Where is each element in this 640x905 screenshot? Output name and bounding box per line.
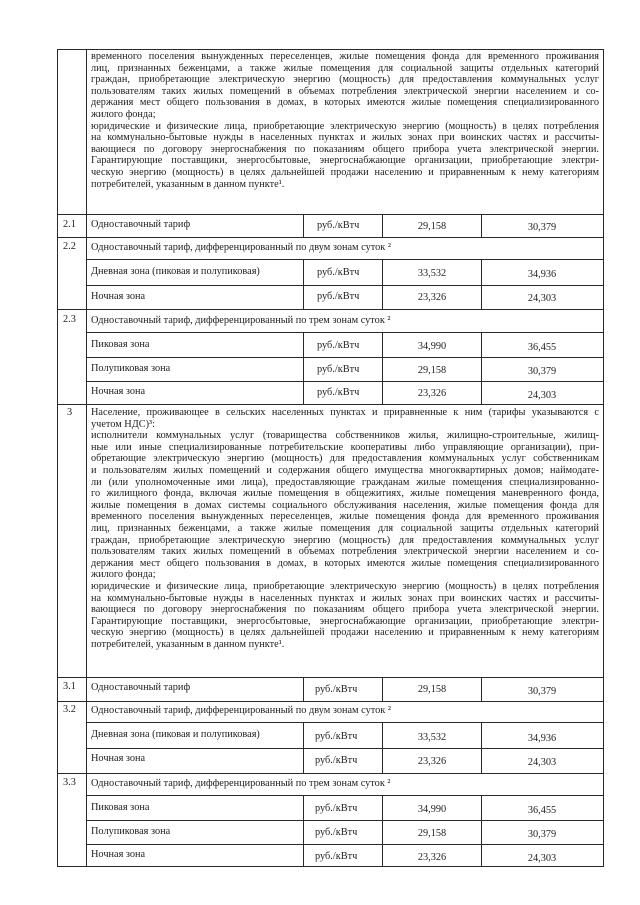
row-divider — [57, 701, 604, 702]
tariff-label: Дневная зона (пиковая и полупиковая) — [91, 266, 260, 277]
tariff-value-first-half: 29,158 — [417, 828, 447, 839]
tariff-value-first-half: 23,326 — [417, 756, 447, 767]
row-divider — [86, 748, 604, 749]
column-divider — [303, 332, 304, 404]
row-divider — [57, 309, 604, 310]
text-line: Гарантирующие поставщики, энергосбытовые, энергоснабжающие организации, приобретающие электри- — [91, 155, 599, 167]
text-line: пользователям таких жилых помещений в объемах потребления электрической энергии населением и со- — [91, 546, 599, 558]
text-line: юридические и физические лица, приобретающие электрическую энергию (мощность) в целях потребления — [91, 580, 599, 592]
tariff-value-second-half: 36,455 — [527, 342, 557, 353]
text-line: го жилищного фонда, включая жилые помещения в общежитиях, жилые помещения маневренного фонда, — [91, 488, 599, 500]
row-number: 2.1 — [63, 219, 76, 230]
tariff-unit: руб./кВтч — [317, 267, 360, 278]
tariff-unit: руб./кВтч — [317, 387, 360, 398]
tariff-label: Ночная зона — [91, 291, 146, 302]
consumer-category-description — [91, 51, 599, 190]
row-divider — [86, 722, 604, 723]
text-line: лиц, признанных беженцами, а также жилые помещения для социальной защиты отдельных категорий — [91, 62, 599, 74]
tariff-value-first-half: 29,158 — [417, 221, 447, 232]
tariff-value-first-half: 29,158 — [417, 684, 447, 695]
tariff-value-second-half: 24,303 — [527, 757, 557, 768]
text-line: и пользователям жилых помещений и содержания общего имущества многоквартирных домов; наймодате- — [91, 464, 599, 476]
tariff-label: Полупиковая зона — [91, 826, 171, 837]
column-divider — [57, 49, 58, 866]
row-divider — [86, 332, 604, 333]
row-number: 3 — [67, 407, 73, 418]
text-line: временного поселения вынужденных переселенцев, жилые помещения фонда для временного проживания — [91, 511, 599, 523]
tariff-label: Ночная зона — [91, 753, 146, 764]
row-divider — [57, 866, 604, 867]
text-line: юридические и физические лица, приобретающие электрическую энергию (мощность) в целях потребления — [91, 120, 599, 132]
tariff-value-first-half: 34,990 — [417, 341, 447, 352]
consumer-category-description — [91, 407, 599, 650]
text-line: ли (или уполномоченные ими лица), предоставляющие гражданам жилые помещения специализированно- — [91, 476, 599, 488]
row-divider — [57, 49, 604, 50]
tariff-unit: руб./кВтч — [315, 731, 358, 742]
column-divider — [303, 722, 304, 773]
text-line: потребителей, указанным в данном пункте¹. — [91, 178, 285, 190]
row-number: 2.3 — [63, 314, 76, 325]
text-line: ные или иные специализированные потребительские кооперативы либо управляющие организации), при- — [91, 441, 599, 453]
row-number: 2.2 — [63, 241, 76, 252]
tariff-unit: руб./кВтч — [317, 340, 360, 351]
tariff-value-first-half: 23,326 — [417, 852, 447, 863]
column-divider — [303, 259, 304, 309]
tariff-value-first-half: 33,532 — [417, 732, 447, 743]
tariff-unit: руб./кВтч — [315, 851, 358, 862]
tariff-label: Одноставочный тариф — [91, 682, 191, 693]
row-divider — [86, 259, 604, 260]
tariff-value-first-half: 33,532 — [417, 268, 447, 279]
tariff-value-first-half: 23,326 — [417, 388, 447, 399]
tariff-value-first-half: 23,326 — [417, 292, 447, 303]
tariff-label: Ночная зона — [91, 849, 146, 860]
text-line: ческую энергию (мощность) в целях дальнейшей продажи населению и приравненным к нему категориям — [91, 627, 599, 639]
row-divider — [57, 237, 604, 238]
row-divider — [86, 795, 604, 796]
row-divider — [57, 677, 604, 678]
text-line: граждан, приобретающие электрическую энергию (мощность) для предоставления коммунальных услуг — [91, 534, 599, 546]
tariff-label: Одноставочный тариф, дифференцированный по двум зонам суток ² — [91, 705, 391, 716]
tariff-unit: руб./кВтч — [317, 364, 360, 375]
tariff-value-second-half: 24,303 — [527, 293, 557, 304]
row-divider — [86, 381, 604, 382]
tariff-unit: руб./кВтч — [315, 755, 358, 766]
column-divider — [303, 677, 304, 701]
text-line: на коммунально-бытовые нужды в населенных пунктах и жилых зонах при воинских частях и рассчиты- — [91, 132, 599, 144]
tariff-unit: руб./кВтч — [315, 684, 358, 695]
row-number: 3.1 — [63, 681, 76, 692]
column-divider — [86, 49, 87, 866]
tariff-value-second-half: 30,379 — [527, 222, 557, 233]
tariff-value-second-half: 24,303 — [527, 390, 557, 401]
tariff-label: Дневная зона (пиковая и полупиковая) — [91, 729, 260, 740]
text-line: жилого фонда; — [91, 569, 156, 581]
tariff-label: Полупиковая зона — [91, 363, 171, 374]
text-line: учетом НДС)³: — [91, 418, 156, 430]
text-line: временного поселения вынужденных переселенцев, жилые помещения фонда для временного проживания — [91, 51, 599, 62]
text-line: жилого фонда; — [91, 108, 156, 120]
text-line: Гарантирующие поставщики, энергосбытовые, энергоснабжающие организации, приобретающие электри- — [91, 615, 599, 627]
column-divider — [603, 49, 604, 866]
row-divider — [57, 404, 604, 405]
text-line: потребителей, указанным в данном пункте¹. — [91, 638, 285, 650]
tariff-value-first-half: 29,158 — [417, 365, 447, 376]
row-divider — [86, 844, 604, 845]
text-line: граждан, приобретающие электрическую энергию (мощность) для предоставления коммунальных услуг — [91, 74, 599, 86]
text-line: на коммунально-бытовые нужды в населенных пунктах и жилых зонах при воинских частях и рассчиты- — [91, 592, 599, 604]
row-divider — [86, 285, 604, 286]
row-number: 3.2 — [63, 704, 76, 715]
row-divider — [86, 357, 604, 358]
row-divider — [57, 214, 604, 215]
text-line: исполнители коммунальных услуг (товарищества собственников жилья, жилищно-строительные, жилищ- — [91, 430, 599, 442]
tariff-value-second-half: 30,379 — [527, 366, 557, 377]
tariff-label: Одноставочный тариф, дифференцированный по трем зонам суток ² — [91, 778, 391, 789]
tariff-value-second-half: 36,455 — [527, 805, 557, 816]
tariff-unit: руб./кВтч — [315, 803, 358, 814]
tariff-label: Одноставочный тариф, дифференцированный по двум зонам суток ² — [91, 242, 391, 253]
text-line: лиц, признанных беженцами, а также жилые помещения для социальной защиты отдельных категорий — [91, 522, 599, 534]
tariff-value-second-half: 30,379 — [527, 829, 557, 840]
tariff-unit: руб./кВтч — [317, 220, 360, 231]
text-line: держания мест общего пользования в домах, в которых имеются жилые помещения специализированного — [91, 97, 599, 109]
tariff-value-second-half: 34,936 — [527, 269, 557, 280]
text-line: пользователям таких жилых помещений в объемах потребления электрической энергии населением и со- — [91, 85, 599, 97]
tariff-label: Пиковая зона — [91, 802, 150, 813]
column-divider — [303, 795, 304, 866]
text-line: вающиеся по договору энергоснабжения по показаниям общего прибора учета электрической энергии. — [91, 604, 599, 616]
tariff-label: Пиковая зона — [91, 339, 150, 350]
tariff-value-second-half: 34,936 — [527, 733, 557, 744]
row-divider — [57, 773, 604, 774]
tariff-value-second-half: 24,303 — [527, 853, 557, 864]
text-line: Население, проживающее в сельских населенных пунктах и приравненные к ним (тарифы указываются с — [91, 407, 599, 418]
text-line: обретающие электрическую энергию (мощность) для предоставления коммунальных услуг собственникам — [91, 453, 599, 465]
text-line: вающиеся по договору энергоснабжения по показаниям общего прибора учета электрической энергии. — [91, 143, 599, 155]
text-line: держания мест общего пользования в домах, в которых имеются жилые помещения специализированного — [91, 557, 599, 569]
tariff-unit: руб./кВтч — [317, 291, 360, 302]
text-line: жилые помещения в домах системы социального обслуживания населения, жилые помещения фонда для — [91, 499, 599, 511]
row-divider — [86, 820, 604, 821]
row-number: 3.3 — [63, 777, 76, 788]
column-divider — [303, 214, 304, 237]
tariff-label: Одноставочный тариф — [91, 219, 191, 230]
text-line: ческую энергию (мощность) в целях дальнейшей продажи населению и приравненным к нему категориям — [91, 166, 599, 178]
tariff-unit: руб./кВтч — [315, 827, 358, 838]
tariff-label: Одноставочный тариф, дифференцированный по трем зонам суток ² — [91, 315, 391, 326]
tariff-value-first-half: 34,990 — [417, 804, 447, 815]
tariff-label: Ночная зона — [91, 386, 146, 397]
tariff-value-second-half: 30,379 — [527, 686, 557, 697]
